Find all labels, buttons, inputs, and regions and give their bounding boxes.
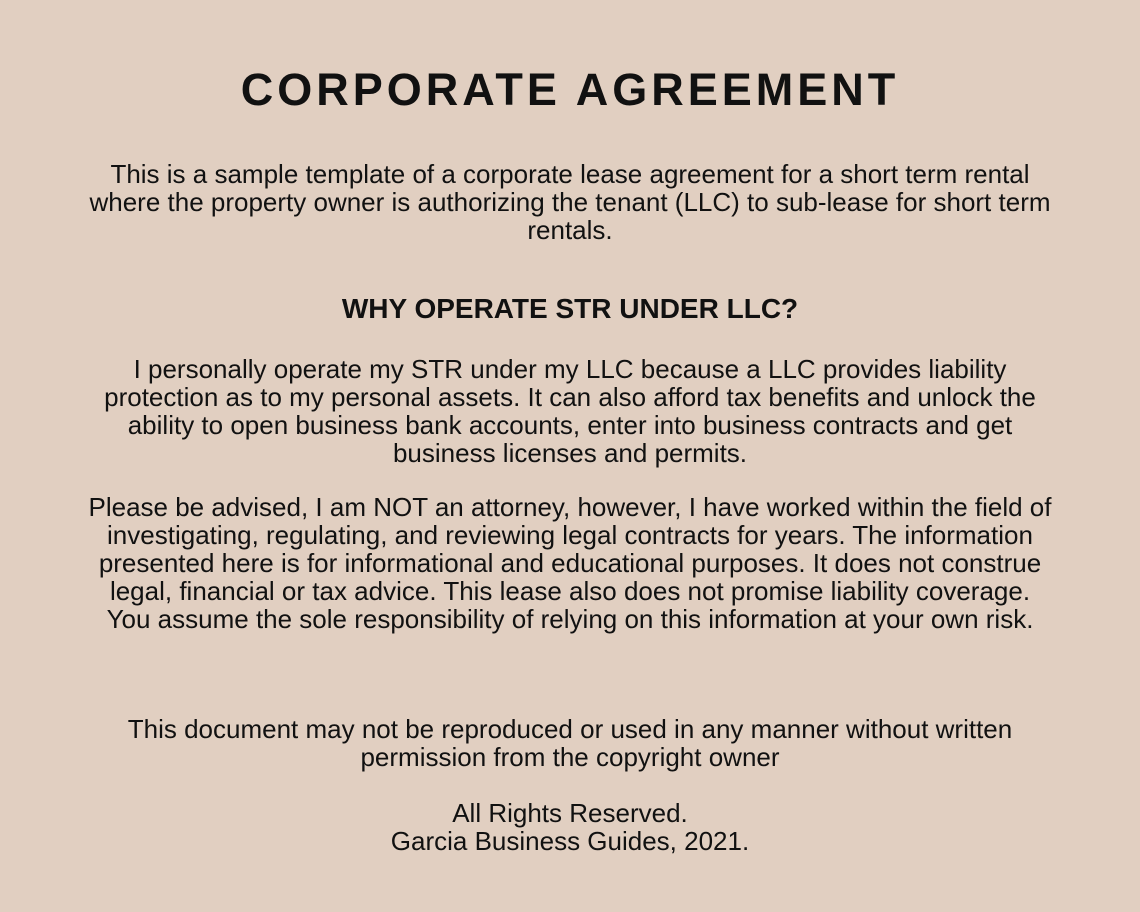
intro-paragraph: This is a sample template of a corporate lease agreement for a short term rental where the property owner is authorizing the tenant (LLC) to sub-lease for short term rentals. bbox=[89, 159, 1051, 245]
document-title: CORPORATE AGREEMENT bbox=[240, 64, 900, 115]
disclaimer-paragraph: Please be advised, I am NOT an attorney, however, I have worked within the field of investigating, regulating, and reviewing legal contracts for years. The information presented here is for informational and educational purposes. It does not construe legal, financial or tax advice. This lease also does not promise liability coverage. You assume the sole responsibility of relying on this information at your own risk. bbox=[88, 492, 1052, 634]
section-heading: WHY OPERATE STR UNDER LLC? bbox=[341, 293, 799, 324]
llc-benefits-paragraph: I personally operate my STR under my LLC because a LLC provides liability protection as to my personal assets. It can also afford tax benefits and unlock the ability to open business bank accounts, enter into business contracts and get business licenses and permits. bbox=[104, 354, 1036, 468]
copyright-notice: This document may not be reproduced or used in any manner without written permission from the copyright owner bbox=[127, 714, 1013, 772]
publisher-credit: Garcia Business Guides, 2021. bbox=[390, 826, 750, 856]
rights-reserved-text: All Rights Reserved. bbox=[452, 798, 688, 828]
